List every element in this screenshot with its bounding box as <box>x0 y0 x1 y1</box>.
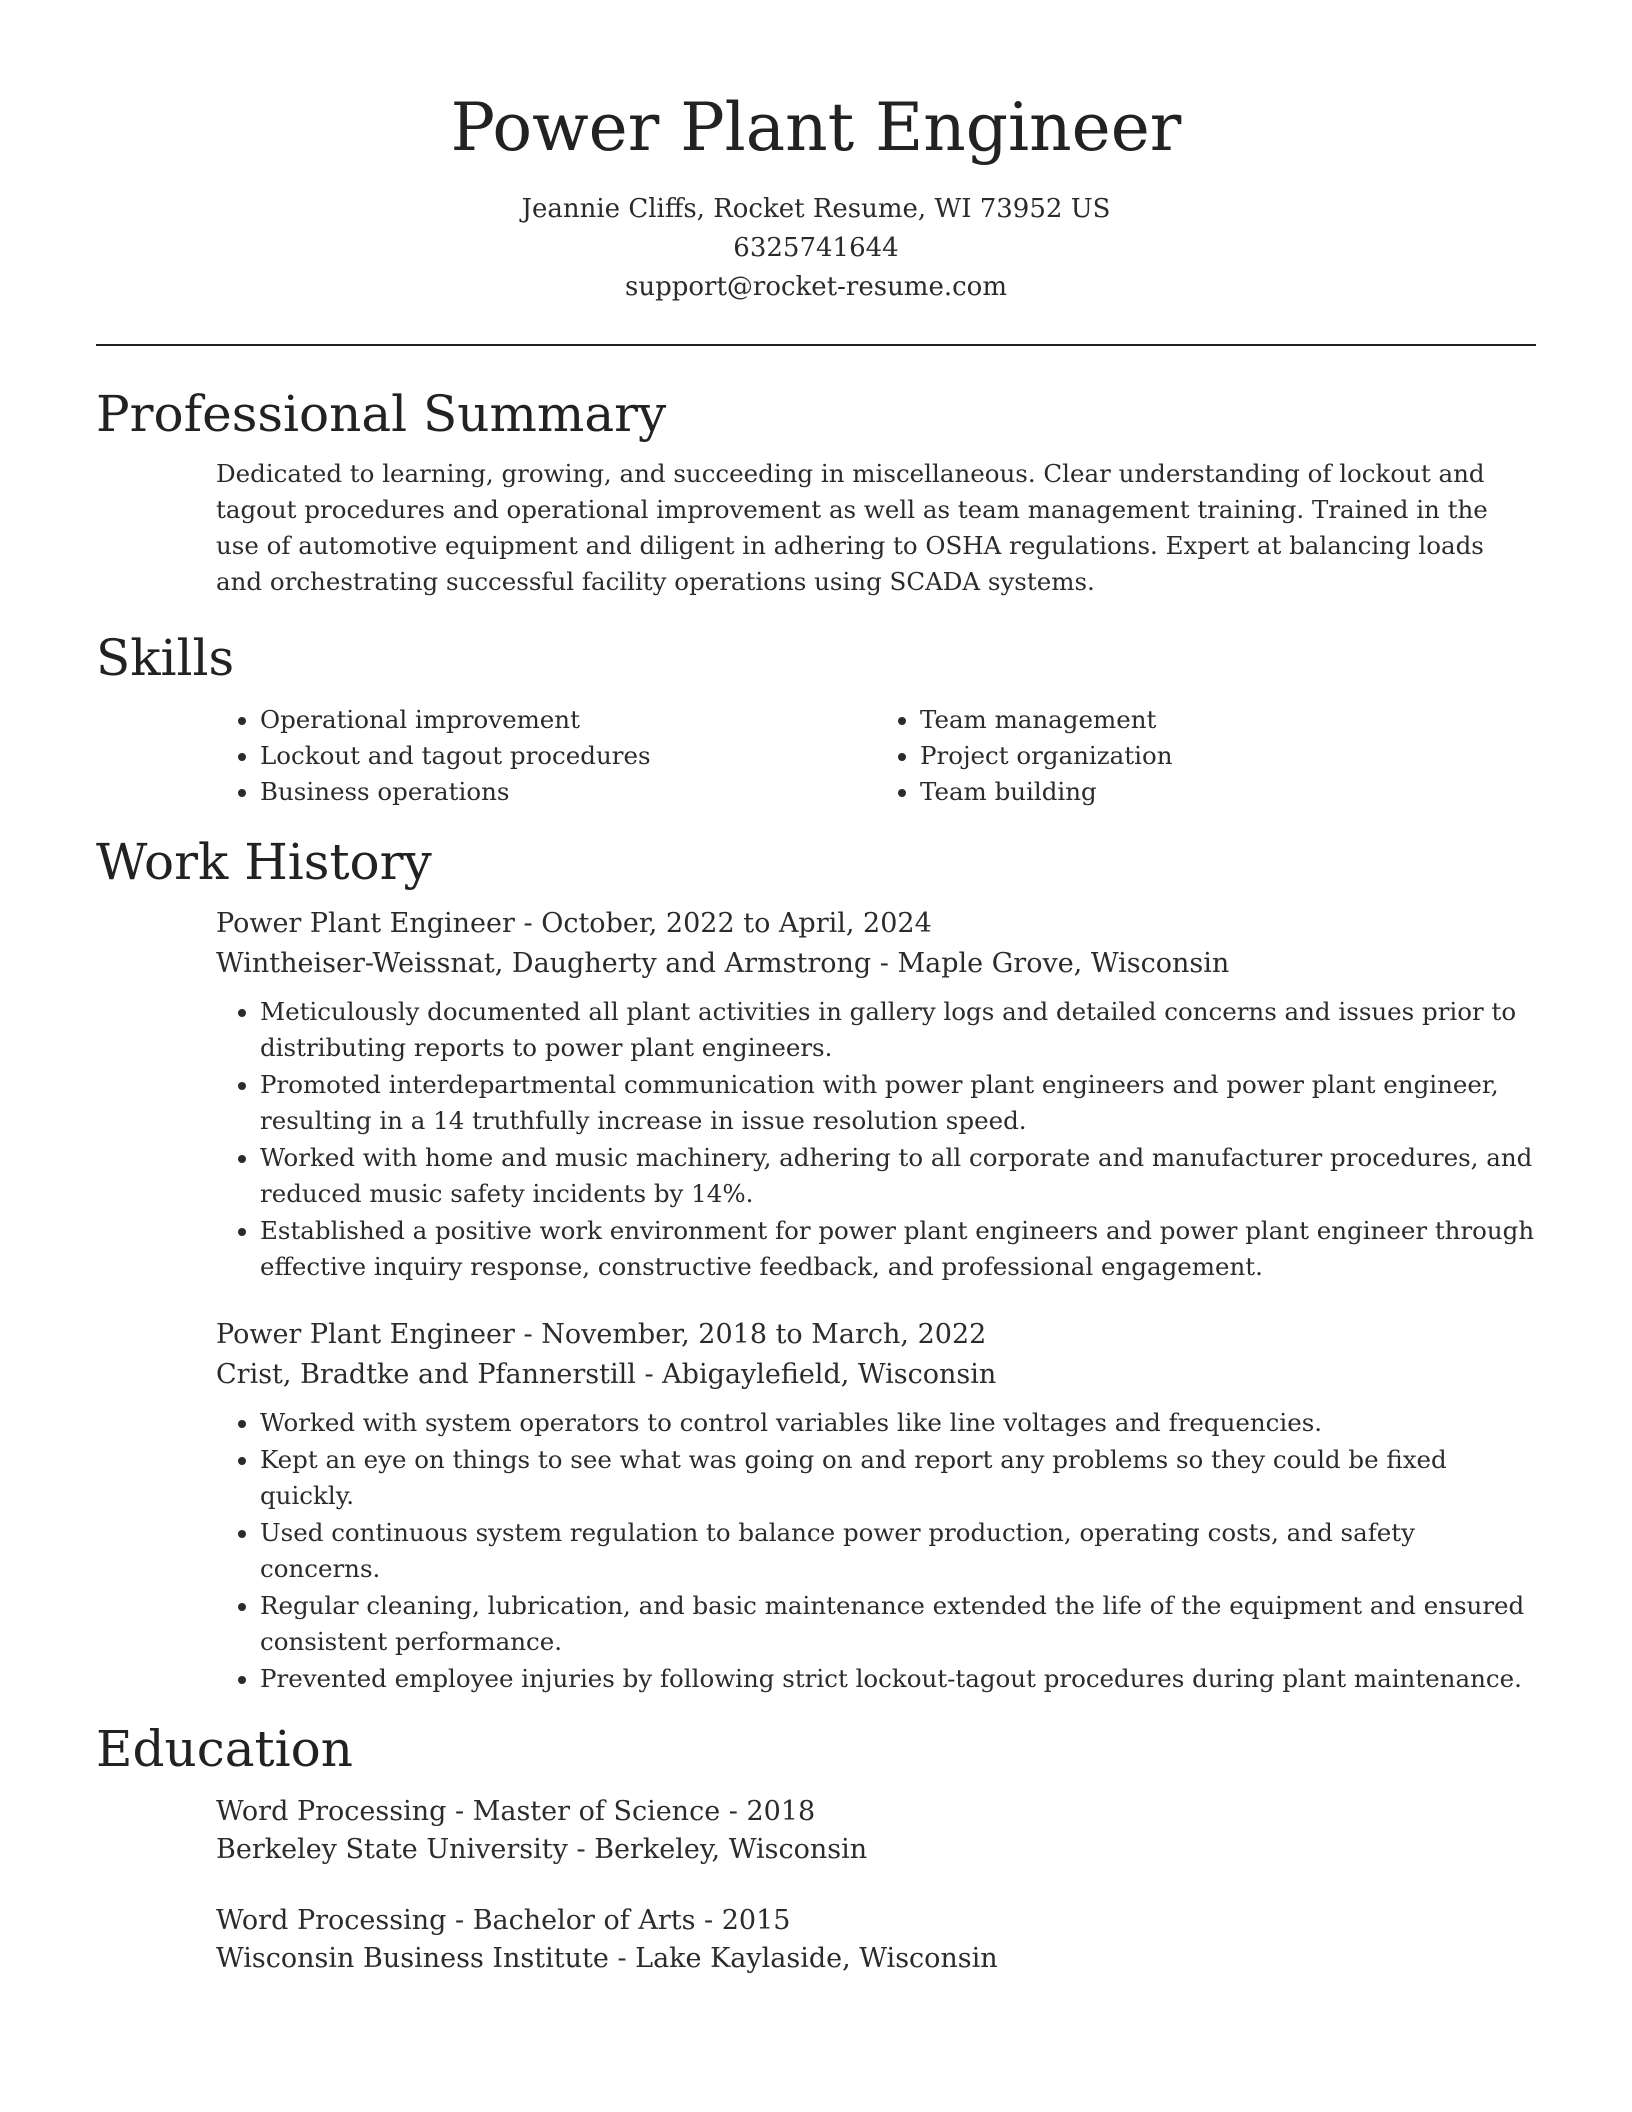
education-school-line <box>216 1940 1536 1978</box>
job-entry <box>96 904 1536 1285</box>
education-degree: Master of Science <box>472 1796 721 1827</box>
separator: - <box>514 1319 542 1350</box>
job-title-line <box>216 904 1536 944</box>
job-title-line <box>216 1315 1536 1355</box>
skill-item: • Lockout and tagout procedures <box>260 738 876 774</box>
skill-item: • Project organization <box>920 738 1536 774</box>
job-location: Abigaylefield, Wisconsin <box>662 1359 997 1390</box>
skills-grid <box>96 702 1536 810</box>
education-school: Wisconsin Business Institute <box>216 1943 609 1974</box>
job-bullet: • Promoted interdepartmental communication with power plant engineers and power plant engineer, resulting in a 14 truthfully increase in issue resolution speed. <box>260 1067 1536 1139</box>
separator: - <box>720 1796 747 1827</box>
summary-title: Professional Summary <box>96 385 667 443</box>
job-bullets <box>216 994 1536 1285</box>
education-section <box>96 1719 1536 1978</box>
skills-title: Skills <box>96 629 235 687</box>
separator: - <box>871 948 898 979</box>
skills-section <box>96 628 1536 810</box>
education-location: Berkeley, Wisconsin <box>594 1834 868 1865</box>
contact-phone: 6325741644 <box>733 233 899 263</box>
education-entry <box>96 1902 1536 1978</box>
separator: - <box>635 1359 663 1390</box>
job-bullet: • Meticulously documented all plant activities in gallery logs and detailed concerns and issues prior to distributing reports to power plant engineers. <box>260 994 1536 1066</box>
education-field: Word Processing <box>216 1796 447 1827</box>
job-bullet: • Regular cleaning, lubrication, and basic maintenance extended the life of the equipment and ensured consistent performance. <box>260 1588 1536 1660</box>
job-bullet: • Worked with system operators to control variables like line voltages and frequencies. <box>260 1405 1536 1441</box>
job-company-line <box>216 944 1536 984</box>
separator: - <box>446 1796 473 1827</box>
job-company-line <box>216 1355 1536 1395</box>
job-role: Power Plant Engineer <box>216 908 515 939</box>
skill-item: • Business operations <box>260 774 876 810</box>
separator: - <box>608 1943 636 1974</box>
job-bullet: • Established a positive work environment for power plant engineers and power plant engineer through effective inquiry response, constructive feedback, and professional engagement. <box>260 1213 1536 1285</box>
header-divider <box>96 344 1536 346</box>
job-company: Wintheiser-Weissnat, Daugherty and Armstrong <box>216 948 872 979</box>
education-year: 2015 <box>721 1905 791 1936</box>
contact-address: Jeannie Cliffs, Rocket Resume, WI 73952 US <box>521 194 1111 224</box>
separator: - <box>514 908 542 939</box>
education-year: 2018 <box>746 1796 816 1827</box>
education-degree: Bachelor of Arts <box>472 1905 696 1936</box>
education-degree-line <box>216 1902 1536 1940</box>
skills-list-right <box>876 702 1536 810</box>
skill-item: • Team building <box>920 774 1536 810</box>
job-entry <box>96 1315 1536 1697</box>
summary-section <box>96 384 1536 600</box>
job-company: Crist, Bradtke and Pfannerstill <box>216 1359 636 1390</box>
job-dates: November, 2018 to March, 2022 <box>541 1319 987 1350</box>
education-degree-line <box>216 1793 1536 1831</box>
skill-item: • Operational improvement <box>260 702 876 738</box>
education-entry <box>96 1793 1536 1869</box>
job-bullet: • Prevented employee injuries by following strict lockout-tagout procedures during plant maintenance. <box>260 1661 1536 1697</box>
education-school: Berkeley State University <box>216 1834 568 1865</box>
resume-name: Power Plant Engineer <box>450 89 1182 166</box>
separator: - <box>446 1905 473 1936</box>
skills-list-left <box>216 702 876 810</box>
summary-text: Dedicated to learning, growing, and succeeding in miscellaneous. Clear understanding of lockout and tagout procedures and operational improvement as well as team management training. Trained in the use of automotive equipment and diligent in adhering to OSHA regulations. Expert at balancing loads and orchestrating successful facility operations using SCADA systems. <box>216 459 1488 596</box>
job-bullet: • Kept an eye on things to see what was going on and report any problems so they could be fixed quickly. <box>260 1442 1536 1514</box>
education-title: Education <box>96 1720 353 1778</box>
education-location: Lake Kaylaside, Wisconsin <box>635 1943 998 1974</box>
job-location: Maple Grove, Wisconsin <box>897 948 1230 979</box>
resume-header <box>96 0 1536 307</box>
job-bullet: • Worked with home and music machinery, adhering to all corporate and manufacturer procedures, and reduced music safety incidents by 14%. <box>260 1140 1536 1212</box>
skill-item: • Team management <box>920 702 1536 738</box>
job-dates: October, 2022 to April, 2024 <box>541 908 932 939</box>
separator: - <box>567 1834 595 1865</box>
education-field: Word Processing <box>216 1905 447 1936</box>
job-bullets <box>216 1405 1536 1697</box>
work-section <box>96 832 1536 1697</box>
job-bullet: • Used continuous system regulation to balance power production, operating costs, and safety concerns. <box>260 1515 1536 1587</box>
job-role: Power Plant Engineer <box>216 1319 515 1350</box>
education-school-line <box>216 1831 1536 1869</box>
work-title: Work History <box>96 833 432 891</box>
separator: - <box>695 1905 722 1936</box>
contact-block <box>96 190 1536 307</box>
contact-email: support@rocket-resume.com <box>624 272 1007 302</box>
